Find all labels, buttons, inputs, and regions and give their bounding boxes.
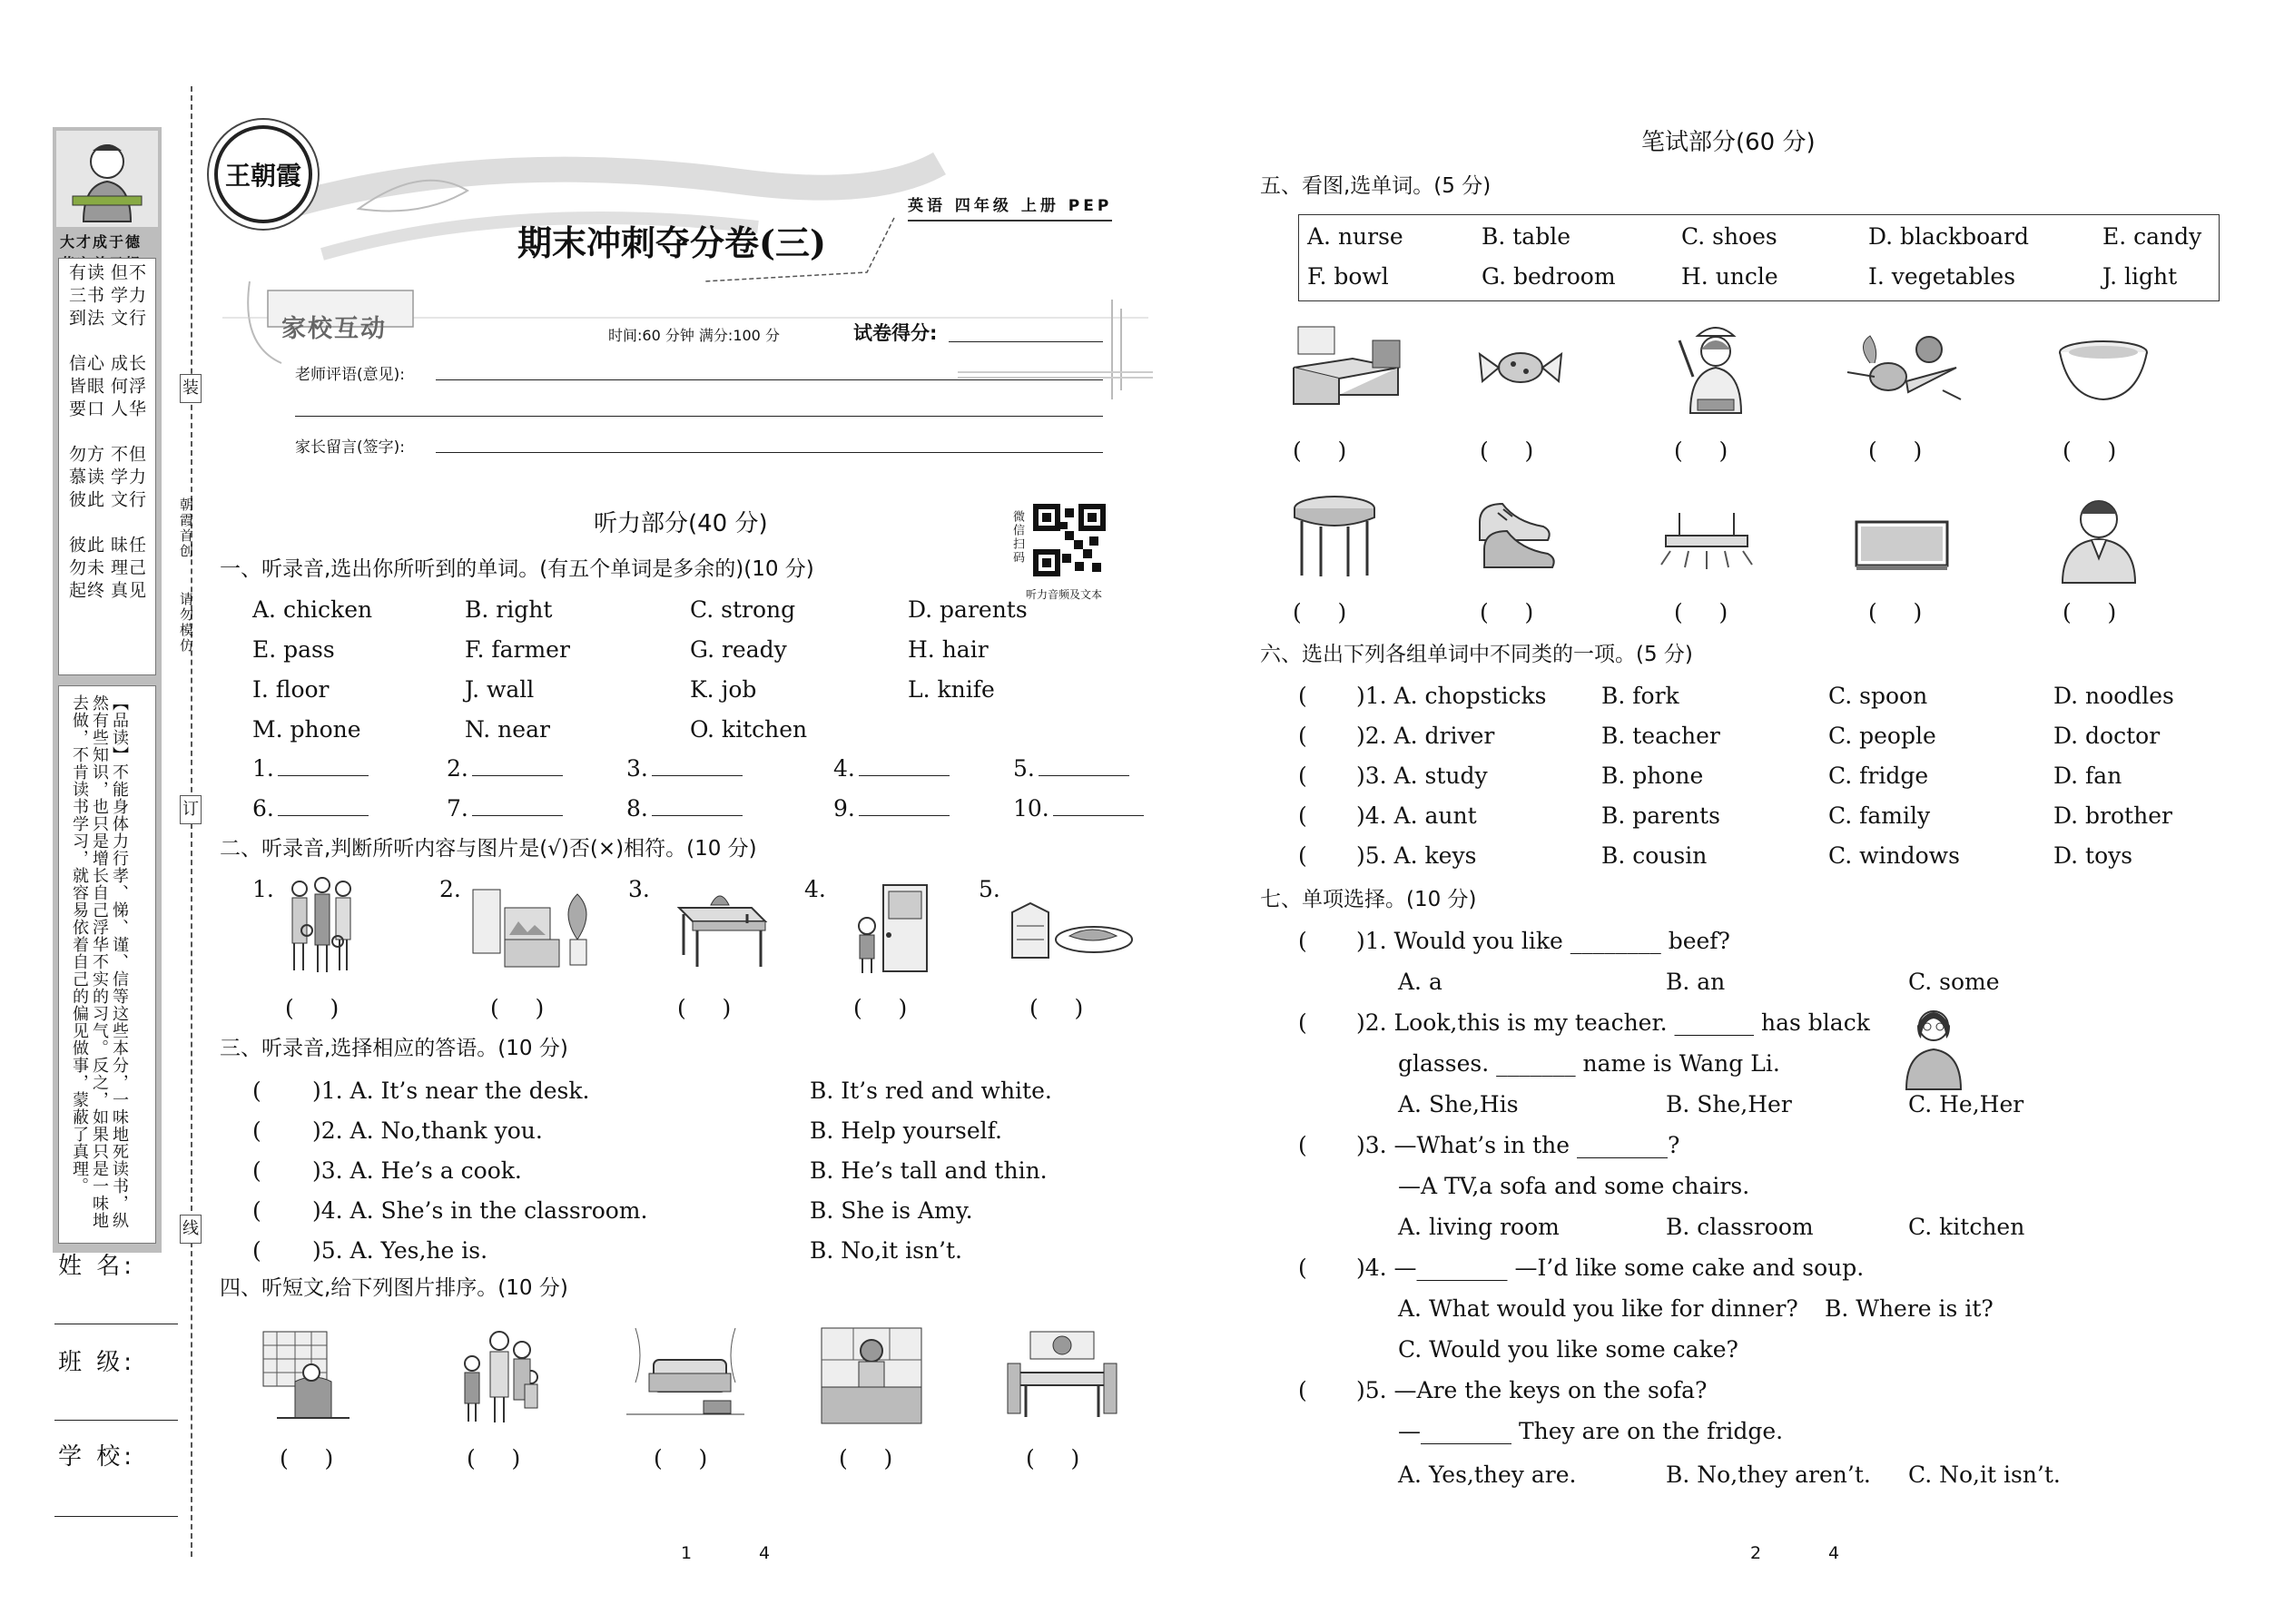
s5-table-pic [1289, 490, 1380, 581]
s5-answer-paren[interactable]: ( ) [2063, 599, 2117, 625]
s6-option[interactable]: B. fork [1601, 683, 1679, 709]
sidebar-poem-col: 不学文 [108, 445, 128, 513]
s1-blank-line[interactable] [652, 756, 743, 776]
s7-q2-line-1: )2. Look,this is my teacher. _______ has black [1356, 1009, 1870, 1036]
score-field[interactable] [949, 341, 1103, 342]
s5-word: I. vegetables [1868, 263, 2016, 290]
s7-q4-opt-a[interactable]: A. What would you like for dinner? [1398, 1295, 1798, 1322]
s5-word: F. bowl [1307, 263, 1389, 290]
s3-answer-paren[interactable]: ( [252, 1237, 305, 1264]
s3-option-a[interactable]: )3. A. He’s a cook. [312, 1157, 522, 1184]
binding-mark-ding: 订 [180, 795, 202, 824]
s1-blank-number: 3. [626, 755, 648, 782]
s3-answer-paren[interactable]: ( [252, 1078, 305, 1104]
s7-q2-opt-b[interactable]: B. She,Her [1666, 1091, 1792, 1117]
s7-q5-opt-a[interactable]: A. Yes,they are. [1398, 1462, 1577, 1488]
s1-blank-line[interactable] [278, 796, 369, 816]
s1-answer-blank[interactable] [833, 755, 950, 782]
school-field[interactable] [54, 1516, 178, 1517]
s6-option[interactable]: D. brother [2053, 802, 2172, 829]
s5-word: H. uncle [1681, 263, 1778, 290]
s1-option: D. parents [908, 596, 1028, 623]
s1-option: A. chicken [252, 596, 373, 623]
s7-q4-opt-c[interactable]: C. Would you like some cake? [1398, 1336, 1738, 1363]
s7-q5-opt-c[interactable]: C. No,it isn’t. [1908, 1462, 2061, 1488]
s5-answer-paren[interactable]: ( ) [1480, 599, 1534, 625]
name-label: 姓 名: [58, 1253, 136, 1280]
sidebar-poem-col: 但力行 [126, 445, 146, 513]
s7-q2-opt-c[interactable]: C. He,Her [1908, 1091, 2024, 1117]
s2-room-pic [468, 885, 605, 976]
s1-blank-number: 5. [1013, 755, 1035, 782]
s6-option[interactable]: D. toys [2053, 842, 2133, 869]
s5-word: G. bedroom [1482, 263, 1616, 290]
written-title: 笔试部分(60 分) [1641, 129, 1816, 156]
s6-option[interactable]: B. cousin [1601, 842, 1708, 869]
s6-option[interactable]: )2. A. driver [1356, 723, 1495, 749]
s5-candy-pic [1475, 340, 1566, 395]
sidebar-poem-col: 彼勿起 [66, 536, 86, 604]
s4-order-paren[interactable]: ( ) [467, 1445, 521, 1471]
s6-option[interactable]: B. teacher [1601, 723, 1720, 749]
sidebar-poem-col: 但学文 [108, 263, 128, 331]
s1-blank-line[interactable] [472, 796, 563, 816]
s6-option[interactable]: C. spoon [1828, 683, 1928, 709]
sidebar-poem-col: 任己见 [126, 536, 146, 604]
s4-title: 四、听短文,给下列图片排序。(10 分) [220, 1276, 568, 1300]
s7-q5-opt-b[interactable]: B. No,they aren’t. [1666, 1462, 1871, 1488]
s5-bedroom-pic [1289, 322, 1407, 418]
s2-answer-paren[interactable]: ( ) [490, 995, 545, 1021]
s4-livingroom-pic [617, 1324, 753, 1423]
subject-tag: 英语 四年级 上册 PEP [908, 192, 1112, 221]
class-label: 班 级: [58, 1349, 136, 1376]
sidebar-poem-col: 方读此 [84, 445, 104, 513]
s6-option[interactable]: C. windows [1828, 842, 1960, 869]
s6-option[interactable]: B. phone [1601, 763, 1704, 789]
s1-answer-blank[interactable] [1013, 795, 1144, 822]
s2-number: 3. [628, 876, 650, 902]
s1-answer-blank[interactable] [447, 755, 563, 782]
s1-blank-line[interactable] [859, 796, 950, 816]
s7-q3-opt-a[interactable]: A. living room [1398, 1214, 1560, 1240]
s5-answer-paren[interactable]: ( ) [1674, 599, 1728, 625]
s5-answer-paren[interactable]: ( ) [1868, 438, 1923, 464]
sidebar-motto-top: 大才成于德 [60, 233, 143, 251]
s2-answer-paren[interactable]: ( ) [1029, 995, 1084, 1021]
s7-q1: )1. Would you like ________ beef? [1356, 928, 1730, 954]
s6-option[interactable]: C. fridge [1828, 763, 1929, 789]
s1-answer-blank[interactable] [833, 795, 950, 822]
s5-word: J. light [2102, 263, 2178, 290]
jiaxiao-label: 家校互动 [281, 315, 387, 343]
s3-option-a[interactable]: )1. A. It’s near the desk. [312, 1078, 590, 1104]
s3-answer-paren[interactable]: ( [252, 1157, 305, 1184]
s3-title: 三、听录音,选择相应的答语。(10 分) [220, 1037, 568, 1060]
s1-answer-blank[interactable] [252, 795, 369, 822]
page-title: 期末冲刺夺分卷(三) [517, 222, 826, 263]
s7-q2-paren[interactable]: ( [1298, 1009, 1351, 1036]
s3-option-a[interactable]: )4. A. She’s in the classroom. [312, 1197, 648, 1224]
binding-notice-2: 请勿模仿 [178, 592, 194, 654]
s2-number: 2. [439, 876, 461, 902]
s6-option[interactable]: D. fan [2053, 763, 2122, 789]
s5-word: B. table [1482, 223, 1571, 250]
s1-option: E. pass [252, 636, 335, 663]
sidebar-note: 【品读】不能身体力行孝、悌、谨、信等这些本分，一味地死读书，纵然有些知识，也只是增长自己浮华不实的习气。反之，如果只是一味地去做，不肯读书学习，就容易依着自己的偏见做事，蒙蔽了真理。 [70, 694, 129, 1229]
s6-option[interactable]: )4. A. aunt [1356, 802, 1477, 829]
brand-logo [214, 125, 312, 223]
qr-code[interactable] [1033, 504, 1106, 576]
binding-mark-zhuang: 装 [180, 374, 202, 403]
footer-left-page: 1 [681, 1543, 693, 1563]
s1-option: I. floor [252, 676, 330, 703]
s5-answer-paren[interactable]: ( ) [1674, 438, 1728, 464]
sidebar-poem-col: 成何人 [108, 354, 128, 422]
s3-option-b[interactable]: B. She is Amy. [810, 1197, 973, 1224]
s5-nurse-pic [1670, 322, 1761, 422]
s5-blackboard-pic [1852, 517, 1952, 572]
footer-left-total: 4 [759, 1543, 771, 1563]
sidebar-poem-col: 长浮华 [126, 354, 146, 422]
s4-order-paren[interactable]: ( ) [1026, 1445, 1080, 1471]
s3-option-a[interactable]: )5. A. Yes,he is. [312, 1237, 488, 1264]
sidebar-poem-col: 此未终 [84, 536, 104, 604]
s2-family-pic [281, 876, 363, 976]
s5-title: 五、看图,选单词。(5 分) [1260, 174, 1492, 198]
binding-notice-1: 朝霞首创 [178, 497, 194, 559]
footer-right-total: 4 [1828, 1543, 1840, 1563]
s7-q3-paren[interactable]: ( [1298, 1132, 1351, 1158]
s1-blank-number: 1. [252, 755, 274, 782]
s7-q5-line-2: —________ They are on the fridge. [1398, 1418, 1784, 1444]
s7-q4: )4. —________ —I’d like some cake and soup. [1356, 1255, 1865, 1281]
teacher-comment-label: 老师评语(意见): [295, 366, 405, 384]
s2-title: 二、听录音,判断所听内容与图片是(√)否(×)相符。(10 分) [220, 837, 757, 861]
s2-answer-paren[interactable]: ( ) [677, 995, 732, 1021]
s1-option: K. job [690, 676, 757, 703]
s1-option: J. wall [465, 676, 535, 703]
s5-answer-paren[interactable]: ( ) [2063, 438, 2117, 464]
s2-food-pic [1008, 894, 1135, 967]
binding-mark-xian: 线 [180, 1215, 202, 1244]
time-score: 时间:60 分钟 满分:100 分 [608, 327, 780, 344]
s1-option: M. phone [252, 716, 361, 743]
s6-answer-paren[interactable]: ( [1298, 683, 1351, 709]
s7-q1-opt-c[interactable]: C. some [1908, 969, 2000, 995]
s3-answer-paren[interactable]: ( [252, 1117, 305, 1144]
s1-blank-line[interactable] [472, 756, 563, 776]
parent-message-line[interactable] [436, 452, 1103, 453]
s3-option-b[interactable]: B. No,it isn’t. [810, 1237, 962, 1264]
s5-answer-paren[interactable]: ( ) [1480, 438, 1534, 464]
s2-number: 5. [979, 876, 1000, 902]
s6-answer-paren[interactable]: ( [1298, 763, 1351, 789]
s4-family-pic [445, 1327, 554, 1427]
s1-option: C. strong [690, 596, 796, 623]
s5-bowl-pic [2053, 336, 2153, 404]
s4-kitchen-pic [817, 1324, 926, 1428]
s5-answer-paren[interactable]: ( ) [1293, 438, 1347, 464]
s2-table-pic [670, 885, 770, 971]
s1-answer-blank[interactable] [1013, 755, 1129, 782]
s7-q3-line-1: )3. —What’s in the ________? [1356, 1132, 1680, 1158]
s6-option[interactable]: D. noodles [2053, 683, 2174, 709]
s1-blank-line[interactable] [859, 756, 950, 776]
s1-option: H. hair [908, 636, 989, 663]
s5-word: E. candy [2102, 223, 2202, 250]
s6-option[interactable]: D. doctor [2053, 723, 2161, 749]
s1-blank-number: 7. [447, 795, 468, 822]
brand-logo-text: 王朝霞 [224, 161, 301, 191]
s1-option: B. right [465, 596, 553, 623]
s6-answer-paren[interactable]: ( [1298, 802, 1351, 829]
s2-number: 1. [252, 876, 274, 902]
score-label: 试卷得分: [853, 322, 938, 344]
class-field[interactable] [54, 1420, 178, 1421]
s6-title: 六、选出下列各组单词中不同类的一项。(5 分) [1260, 643, 1693, 666]
s7-q1-opt-a[interactable]: A. a [1398, 969, 1442, 995]
s1-blank-line[interactable] [278, 756, 369, 776]
s5-uncle-pic [2053, 490, 2144, 586]
s3-option-b[interactable]: B. It’s red and white. [810, 1078, 1052, 1104]
s6-option[interactable]: C. family [1828, 802, 1931, 829]
s2-answer-paren[interactable]: ( ) [853, 995, 908, 1021]
s7-q2-line-2: glasses. _______ name is Wang Li. [1398, 1050, 1780, 1077]
s7-teacher-pic [1897, 1000, 1970, 1091]
school-label: 学 校: [58, 1443, 136, 1471]
s4-reading-pic [259, 1327, 359, 1427]
s6-option[interactable]: )3. A. study [1356, 763, 1488, 789]
s5-answer-paren[interactable]: ( ) [1293, 599, 1347, 625]
listening-title: 听力部分(40 分) [594, 510, 768, 537]
sidebar-poem-col: 昧理真 [108, 536, 128, 604]
s3-option-b[interactable]: B. He’s tall and thin. [810, 1157, 1048, 1184]
s1-blank-number: 8. [626, 795, 648, 822]
s1-blank-line[interactable] [652, 796, 743, 816]
s5-answer-paren[interactable]: ( ) [1868, 599, 1923, 625]
s5-shoes-pic [1471, 495, 1561, 576]
s5-light-pic [1652, 513, 1761, 576]
s5-word: C. shoes [1681, 223, 1777, 250]
s7-q1-paren[interactable]: ( [1298, 928, 1351, 954]
s6-option[interactable]: B. parents [1601, 802, 1720, 829]
sidebar-poem-col: 有三到 [66, 263, 86, 331]
s2-number: 4. [804, 876, 826, 902]
s6-answer-paren[interactable]: ( [1298, 723, 1351, 749]
s5-word: A. nurse [1307, 223, 1403, 250]
s5-vegetables-pic [1843, 327, 1970, 408]
teacher-comment-line-2[interactable] [295, 416, 1103, 417]
s4-order-paren[interactable]: ( ) [839, 1445, 893, 1471]
s7-q3-opt-b[interactable]: B. classroom [1666, 1214, 1814, 1240]
s1-blank-number: 9. [833, 795, 855, 822]
s2-answer-paren[interactable]: ( ) [285, 995, 340, 1021]
s1-answer-blank[interactable] [626, 755, 743, 782]
s7-q1-opt-b[interactable]: B. an [1666, 969, 1726, 995]
s1-blank-number: 10. [1013, 795, 1049, 822]
s6-option[interactable]: )5. A. keys [1356, 842, 1477, 869]
s1-option: G. ready [690, 636, 787, 663]
sidebar-poem-col: 心眼口 [84, 354, 104, 422]
s1-blank-number: 6. [252, 795, 274, 822]
s7-q4-paren[interactable]: ( [1298, 1255, 1351, 1281]
s4-diningroom-pic [1003, 1327, 1121, 1427]
s5-word: D. blackboard [1868, 223, 2030, 250]
s1-title: 一、听录音,选出你所听到的单词。(有五个单词是多余的)(10 分) [220, 557, 814, 581]
s1-option: F. farmer [465, 636, 570, 663]
qr-side-text: 微信扫码 [1010, 510, 1024, 565]
s4-order-paren[interactable]: ( ) [280, 1445, 334, 1471]
s1-blank-number: 2. [447, 755, 468, 782]
s1-answer-blank[interactable] [447, 795, 563, 822]
parent-message-label: 家长留言(签字): [295, 438, 405, 457]
s1-blank-line[interactable] [1053, 796, 1144, 816]
sidebar-portrait [56, 131, 158, 227]
footer-right-page: 2 [1750, 1543, 1762, 1563]
s7-q3-line-2: —A TV,a sofa and some chairs. [1398, 1173, 1750, 1199]
s3-option-a[interactable]: )2. A. No,thank you. [312, 1117, 543, 1144]
s7-q3-opt-c[interactable]: C. kitchen [1908, 1214, 2025, 1240]
s1-answer-blank[interactable] [626, 795, 743, 822]
s6-option[interactable]: )1. A. chopsticks [1356, 683, 1547, 709]
qr-caption: 听力音频及文本 [1026, 588, 1103, 601]
sidebar-poem-col: 勿慕彼 [66, 445, 86, 513]
s3-option-b[interactable]: B. Help yourself. [810, 1117, 1002, 1144]
s7-q5-line-1: )5. —Are the keys on the sofa? [1356, 1377, 1708, 1403]
sidebar-poem-col: 信皆要 [66, 354, 86, 422]
s7-q5-paren[interactable]: ( [1298, 1377, 1351, 1403]
s1-blank-number: 4. [833, 755, 855, 782]
s1-option: N. near [465, 716, 550, 743]
teacher-comment-line-1[interactable] [436, 379, 1103, 380]
s6-option[interactable]: C. people [1828, 723, 1936, 749]
s3-answer-paren[interactable]: ( [252, 1197, 305, 1224]
s7-q4-opt-b[interactable]: B. Where is it? [1825, 1295, 1994, 1322]
sidebar-poem-col: 不力行 [126, 263, 146, 331]
s1-answer-blank[interactable] [252, 755, 369, 782]
s7-title: 七、单项选择。(10 分) [1260, 888, 1477, 911]
s6-answer-paren[interactable]: ( [1298, 842, 1351, 869]
s1-option: L. knife [908, 676, 995, 703]
s4-order-paren[interactable]: ( ) [654, 1445, 708, 1471]
s2-door-pic [849, 881, 930, 980]
s7-q2-opt-a[interactable]: A. She,His [1398, 1091, 1519, 1117]
s1-option: O. kitchen [690, 716, 808, 743]
sidebar-poem-col: 读书法 [84, 263, 104, 331]
s1-blank-line[interactable] [1039, 756, 1129, 776]
